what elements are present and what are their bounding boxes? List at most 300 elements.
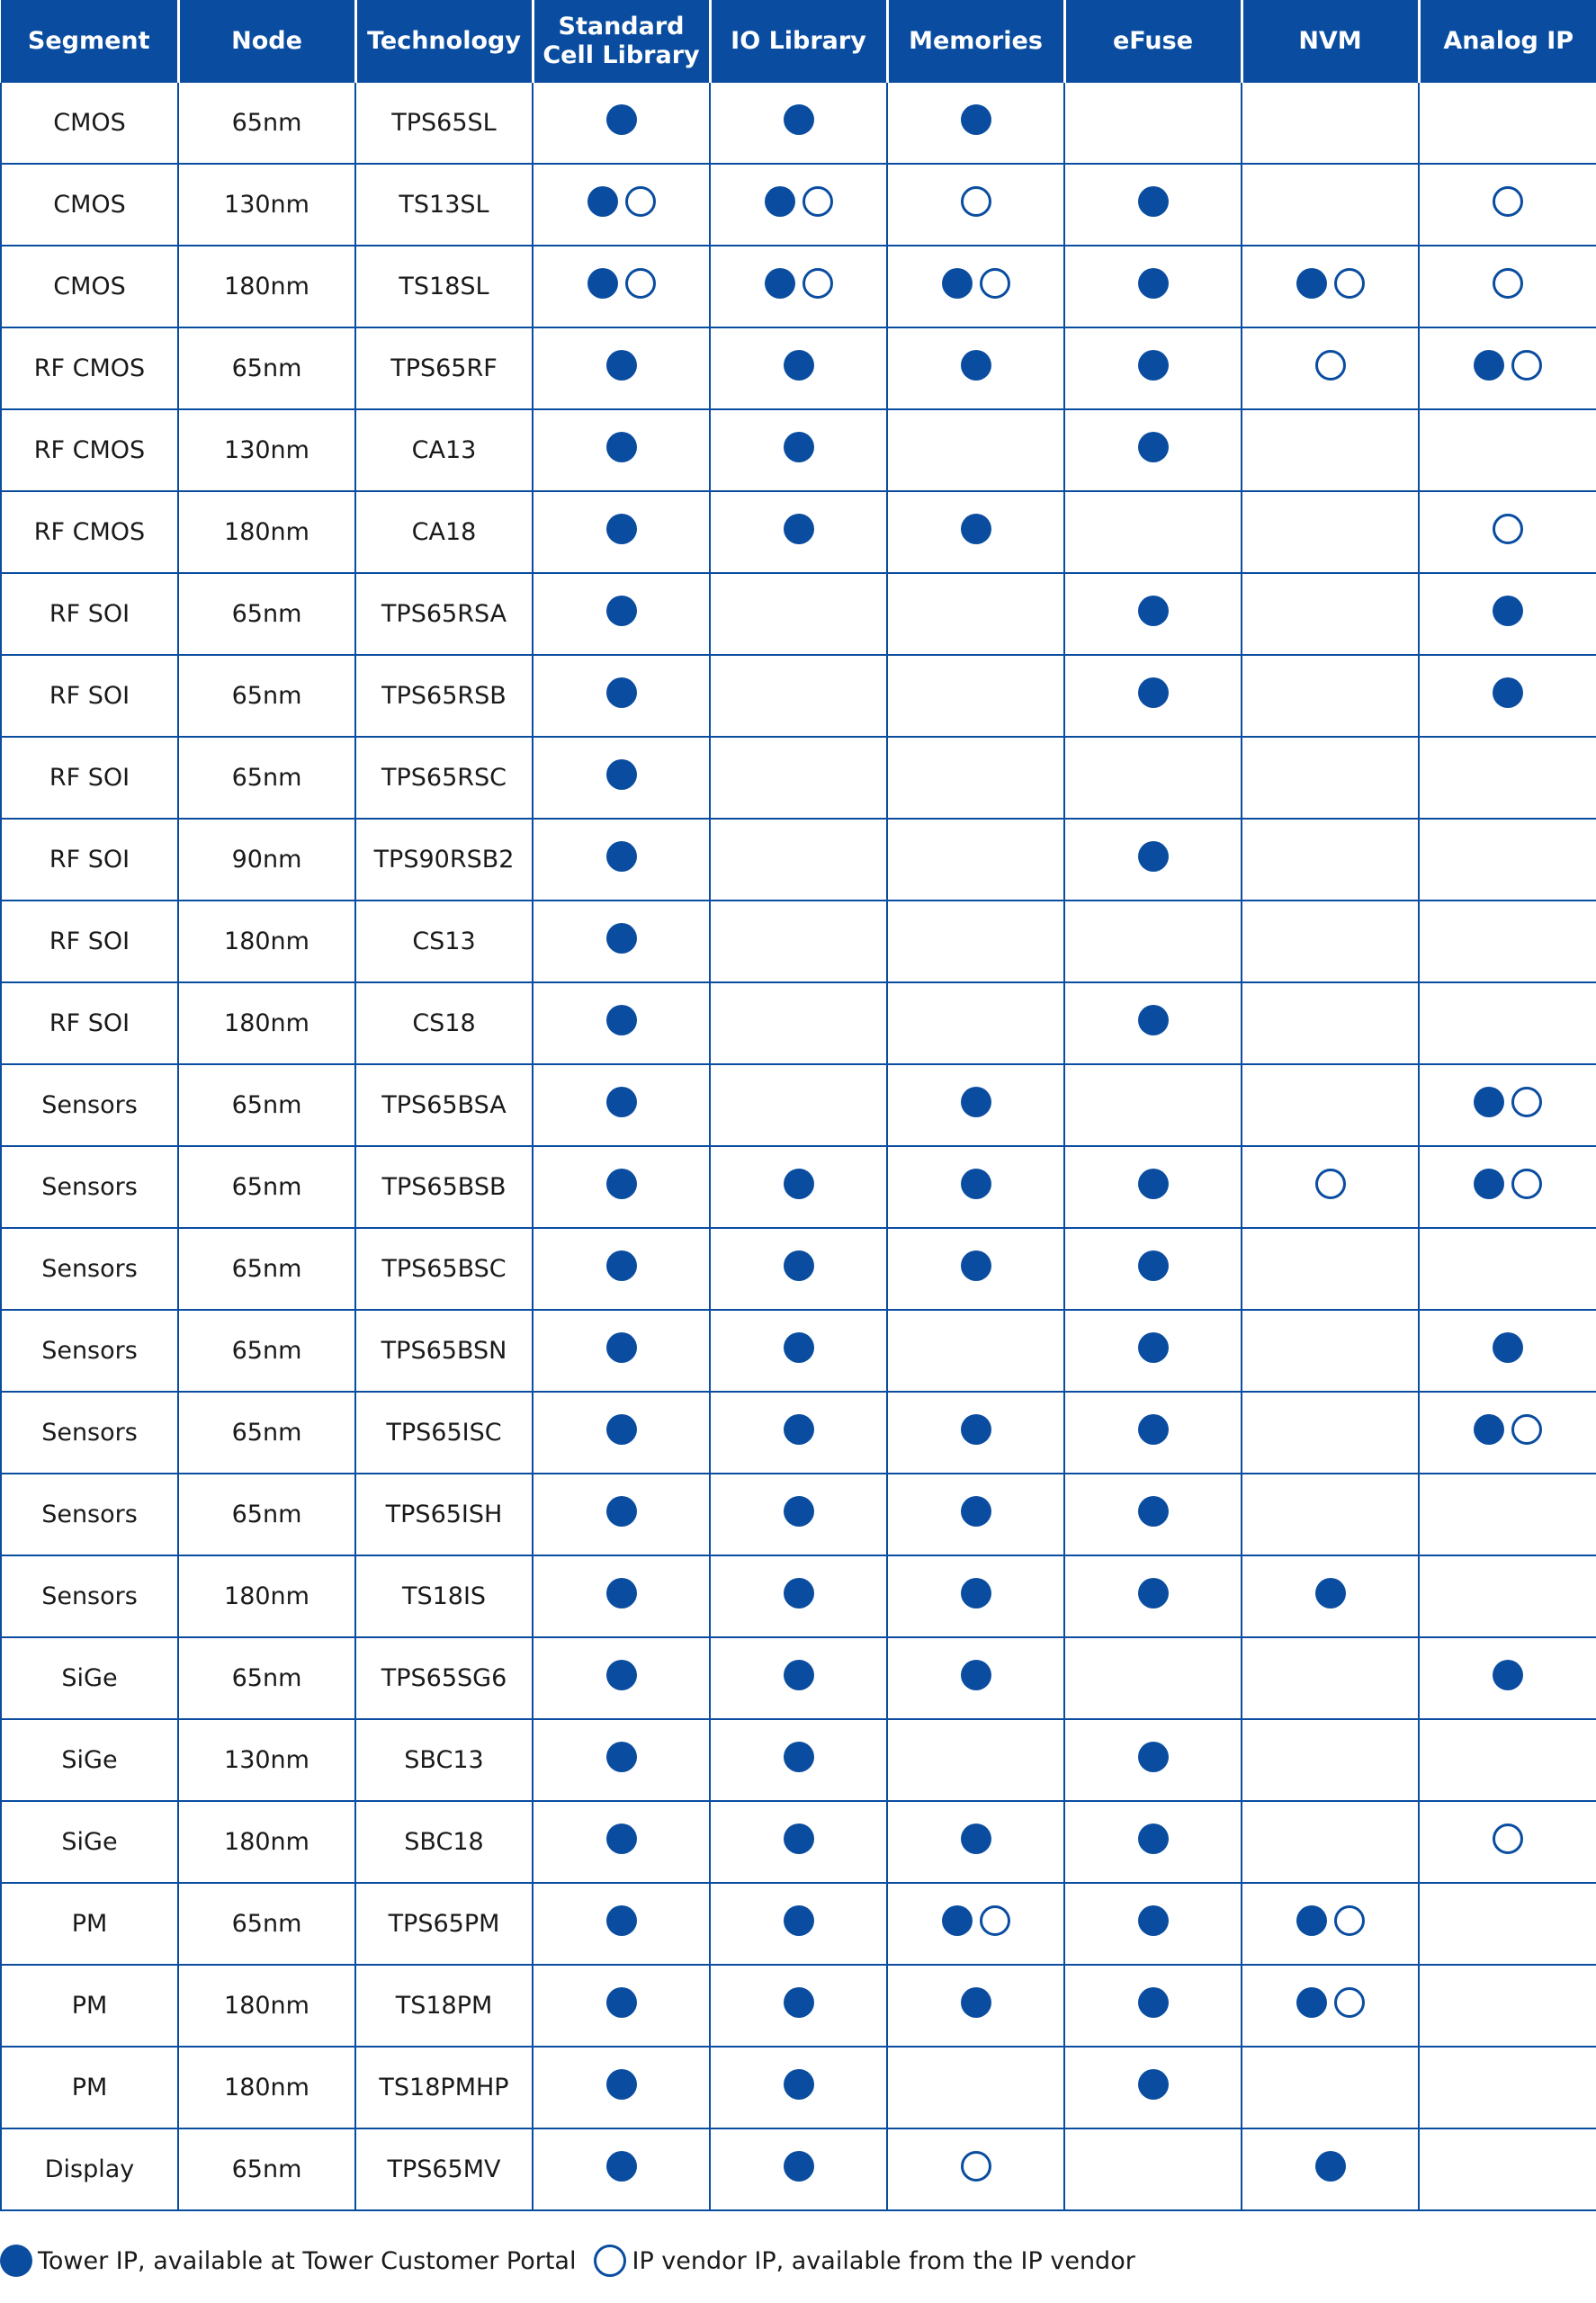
memories-cell (887, 1555, 1064, 1637)
table-row (1, 1392, 1596, 1474)
filled-circle-icon (942, 268, 973, 299)
availability-marks (606, 841, 637, 872)
standard-cell-library-cell (533, 2128, 710, 2210)
filled-circle-icon (606, 1332, 637, 1363)
memories-cell (887, 409, 1064, 491)
standard-cell-library-cell (533, 1146, 710, 1228)
table-row (1, 164, 1596, 246)
availability-marks (1296, 268, 1365, 299)
availability-marks (1138, 350, 1169, 381)
filled-circle-icon (961, 104, 991, 135)
filled-circle-icon (1315, 2151, 1346, 2182)
filled-circle-icon (1296, 1987, 1327, 2018)
filled-circle-icon (784, 2069, 814, 2100)
segment-cell: Sensors (1, 1064, 178, 1146)
efuse-cell (1064, 1801, 1242, 1883)
filled-circle-icon (606, 2151, 637, 2182)
availability-marks (784, 1250, 814, 1281)
node-cell: 130nm (178, 1719, 355, 1801)
io-library-cell (710, 327, 887, 409)
io-library-cell (710, 1064, 887, 1146)
availability-marks (1138, 1905, 1169, 1936)
availability-marks (1474, 1087, 1542, 1117)
filled-circle-icon (606, 677, 637, 708)
segment-cell: RF CMOS (1, 327, 178, 409)
standard-cell-library-cell (533, 327, 710, 409)
filled-circle-icon (1296, 268, 1327, 299)
filled-circle-icon (606, 514, 637, 544)
analog-ip-cell (1419, 573, 1596, 655)
filled-circle-icon (1138, 186, 1169, 217)
analog-ip-cell (1419, 246, 1596, 327)
node-cell: 65nm (178, 573, 355, 655)
availability-marks (1138, 1742, 1169, 1772)
segment-cell: RF CMOS (1, 409, 178, 491)
legend-label-tower-ip: Tower IP, available at Tower Customer Portal (38, 2246, 577, 2275)
nvm-cell (1242, 1392, 1419, 1474)
memories-cell (887, 2128, 1064, 2210)
table-row (1, 1719, 1596, 1801)
io-library-cell (710, 1637, 887, 1719)
nvm-cell (1242, 83, 1419, 164)
availability-marks (606, 1742, 637, 1772)
table-row (1, 409, 1596, 491)
segment-cell: Sensors (1, 1228, 178, 1310)
filled-circle-icon (784, 1578, 814, 1609)
standard-cell-library-cell (533, 1965, 710, 2047)
availability-marks (606, 2069, 637, 2100)
table-row (1, 1801, 1596, 1883)
header-efuse: eFuse (1064, 0, 1242, 83)
availability-marks (765, 186, 833, 217)
efuse-cell (1064, 1555, 1242, 1637)
availability-marks (606, 1987, 637, 2018)
availability-marks (961, 186, 991, 217)
segment-cell: CMOS (1, 83, 178, 164)
availability-marks (942, 1905, 1010, 1936)
header-io-library: IO Library (710, 0, 887, 83)
filled-circle-icon (1138, 841, 1169, 872)
memories-cell (887, 1310, 1064, 1392)
table-row (1, 1310, 1596, 1392)
efuse-cell (1064, 901, 1242, 982)
table-row (1, 1637, 1596, 1719)
table-row (1, 246, 1596, 327)
technology-cell: TPS65RF (355, 327, 533, 409)
table-row (1, 1965, 1596, 2047)
io-library-cell (710, 1392, 887, 1474)
filled-circle-icon (1296, 1905, 1327, 1936)
node-cell: 90nm (178, 819, 355, 901)
segment-cell: Sensors (1, 1392, 178, 1474)
header-node: Node (178, 0, 355, 83)
filled-circle-icon (606, 1824, 637, 1854)
node-cell: 65nm (178, 1064, 355, 1146)
filled-circle-icon (784, 104, 814, 135)
availability-marks (1138, 268, 1169, 299)
availability-marks (961, 104, 991, 135)
node-cell: 65nm (178, 1474, 355, 1555)
availability-marks (606, 759, 637, 790)
segment-cell: PM (1, 2047, 178, 2128)
filled-circle-icon (1138, 1905, 1169, 1936)
standard-cell-library-cell (533, 2047, 710, 2128)
filled-circle-icon (1138, 1332, 1169, 1363)
availability-marks (1138, 596, 1169, 626)
memories-cell (887, 327, 1064, 409)
node-cell: 130nm (178, 164, 355, 246)
efuse-cell (1064, 1883, 1242, 1965)
legend (0, 2240, 1153, 2281)
node-cell: 65nm (178, 327, 355, 409)
table-row (1, 83, 1596, 164)
availability-marks (606, 1578, 637, 1609)
availability-marks (1138, 186, 1169, 217)
standard-cell-library-cell (533, 1555, 710, 1637)
memories-cell (887, 573, 1064, 655)
availability-marks (1138, 1414, 1169, 1445)
standard-cell-library-cell (533, 1801, 710, 1883)
technology-cell: TPS65ISH (355, 1474, 533, 1555)
availability-marks (961, 1578, 991, 1609)
node-cell: 65nm (178, 1392, 355, 1474)
segment-cell: CMOS (1, 164, 178, 246)
availability-marks (765, 268, 833, 299)
filled-circle-icon (606, 104, 637, 135)
io-library-cell (710, 573, 887, 655)
io-library-cell (710, 1801, 887, 1883)
availability-marks (784, 1742, 814, 1772)
availability-marks (1474, 1414, 1542, 1445)
open-circle-icon (1511, 350, 1542, 381)
technology-cell: TPS65RSB (355, 655, 533, 737)
availability-marks (961, 1987, 991, 2018)
node-cell: 65nm (178, 83, 355, 164)
open-circle-icon (1493, 186, 1523, 217)
standard-cell-library-cell (533, 1392, 710, 1474)
efuse-cell (1064, 164, 1242, 246)
filled-circle-icon (1474, 1087, 1504, 1117)
standard-cell-library-cell (533, 1719, 710, 1801)
availability-marks (1315, 1578, 1346, 1609)
filled-circle-icon (961, 350, 991, 381)
filled-circle-icon (587, 268, 618, 299)
nvm-cell (1242, 164, 1419, 246)
analog-ip-cell (1419, 1801, 1596, 1883)
efuse-cell (1064, 246, 1242, 327)
memories-cell (887, 655, 1064, 737)
filled-circle-icon (606, 1578, 637, 1609)
filled-circle-icon (606, 1742, 637, 1772)
filled-circle-icon (961, 1169, 991, 1199)
node-cell: 65nm (178, 2128, 355, 2210)
availability-marks (784, 1660, 814, 1690)
table-header-row (1, 0, 1596, 83)
availability-marks (1138, 432, 1169, 462)
availability-marks (606, 923, 637, 954)
nvm-cell (1242, 1474, 1419, 1555)
filled-circle-icon (606, 1905, 637, 1936)
availability-marks (784, 350, 814, 381)
analog-ip-cell (1419, 1474, 1596, 1555)
nvm-cell (1242, 819, 1419, 901)
header-nvm: NVM (1242, 0, 1419, 83)
io-library-cell (710, 491, 887, 573)
memories-cell (887, 491, 1064, 573)
legend-item-tower-ip (0, 2245, 576, 2277)
node-cell: 65nm (178, 1883, 355, 1965)
segment-cell: RF SOI (1, 819, 178, 901)
memories-cell (887, 1064, 1064, 1146)
standard-cell-library-cell (533, 819, 710, 901)
nvm-cell (1242, 409, 1419, 491)
filled-circle-icon (606, 1496, 637, 1527)
availability-marks (606, 1005, 637, 1035)
filled-circle-icon (606, 759, 637, 790)
nvm-cell (1242, 901, 1419, 982)
nvm-cell (1242, 655, 1419, 737)
filled-circle-icon (606, 1987, 637, 2018)
efuse-cell (1064, 2047, 1242, 2128)
availability-marks (606, 596, 637, 626)
segment-cell: RF CMOS (1, 491, 178, 573)
analog-ip-cell (1419, 1637, 1596, 1719)
memories-cell (887, 819, 1064, 901)
open-circle-icon (1511, 1169, 1542, 1199)
analog-ip-cell (1419, 2128, 1596, 2210)
availability-marks (961, 1169, 991, 1199)
standard-cell-library-cell (533, 737, 710, 819)
filled-circle-icon (1474, 1414, 1504, 1445)
filled-circle-icon (961, 514, 991, 544)
io-library-cell (710, 1555, 887, 1637)
open-circle-icon (1315, 1169, 1346, 1199)
filled-circle-icon (784, 1169, 814, 1199)
availability-marks (784, 104, 814, 135)
technology-cell: TPS90RSB2 (355, 819, 533, 901)
availability-marks (784, 1169, 814, 1199)
segment-cell: RF SOI (1, 655, 178, 737)
table-row (1, 655, 1596, 737)
analog-ip-cell (1419, 83, 1596, 164)
header-memories: Memories (887, 0, 1064, 83)
io-library-cell (710, 164, 887, 246)
filled-circle-icon (1138, 432, 1169, 462)
filled-circle-icon (784, 1250, 814, 1281)
technology-cell: CA18 (355, 491, 533, 573)
availability-marks (784, 2151, 814, 2182)
filled-circle-icon (1493, 1660, 1523, 1690)
open-circle-icon (1493, 1824, 1523, 1854)
standard-cell-library-cell (533, 901, 710, 982)
io-library-cell (710, 982, 887, 1064)
memories-cell (887, 1883, 1064, 1965)
standard-cell-library-cell (533, 409, 710, 491)
memories-cell (887, 1228, 1064, 1310)
availability-marks (1493, 514, 1523, 544)
memories-cell (887, 1965, 1064, 2047)
table-row (1, 901, 1596, 982)
availability-marks (1493, 1660, 1523, 1690)
availability-marks (606, 104, 637, 135)
standard-cell-library-cell (533, 1228, 710, 1310)
availability-marks (606, 1496, 637, 1527)
segment-cell: RF SOI (1, 982, 178, 1064)
availability-marks (961, 1824, 991, 1854)
efuse-cell (1064, 1228, 1242, 1310)
table-row (1, 327, 1596, 409)
availability-marks (606, 677, 637, 708)
table-row (1, 573, 1596, 655)
analog-ip-cell (1419, 1555, 1596, 1637)
availability-marks (1138, 1496, 1169, 1527)
node-cell: 65nm (178, 1637, 355, 1719)
analog-ip-cell (1419, 1719, 1596, 1801)
standard-cell-library-cell (533, 655, 710, 737)
filled-circle-icon (1138, 1005, 1169, 1035)
io-library-cell (710, 409, 887, 491)
availability-marks (1138, 1824, 1169, 1854)
filled-circle-icon (0, 2245, 32, 2277)
standard-cell-library-cell (533, 1474, 710, 1555)
io-library-cell (710, 901, 887, 982)
availability-marks (1493, 186, 1523, 217)
filled-circle-icon (1138, 677, 1169, 708)
availability-marks (784, 1987, 814, 2018)
nvm-cell (1242, 1883, 1419, 1965)
open-circle-icon (980, 1905, 1010, 1936)
open-circle-icon (980, 268, 1010, 299)
availability-marks (1493, 1332, 1523, 1363)
memories-cell (887, 1392, 1064, 1474)
analog-ip-cell (1419, 1392, 1596, 1474)
open-circle-icon (802, 268, 833, 299)
availability-marks (961, 1496, 991, 1527)
filled-circle-icon (961, 1660, 991, 1690)
open-circle-icon (1511, 1087, 1542, 1117)
standard-cell-library-cell (533, 1883, 710, 1965)
technology-cell: SBC18 (355, 1801, 533, 1883)
efuse-cell (1064, 1146, 1242, 1228)
memories-cell (887, 1637, 1064, 1719)
efuse-cell (1064, 655, 1242, 737)
nvm-cell (1242, 1064, 1419, 1146)
table-row (1, 2047, 1596, 2128)
open-circle-icon (625, 268, 656, 299)
node-cell: 65nm (178, 655, 355, 737)
memories-cell (887, 1719, 1064, 1801)
efuse-cell (1064, 1965, 1242, 2047)
technology-cell: CA13 (355, 409, 533, 491)
node-cell: 130nm (178, 409, 355, 491)
availability-marks (1138, 841, 1169, 872)
technology-cell: CS13 (355, 901, 533, 982)
technology-cell: TPS65BSN (355, 1310, 533, 1392)
availability-marks (961, 2151, 991, 2182)
efuse-cell (1064, 2128, 1242, 2210)
node-cell: 65nm (178, 1146, 355, 1228)
open-circle-icon (625, 186, 656, 217)
filled-circle-icon (784, 1660, 814, 1690)
availability-marks (606, 2151, 637, 2182)
technology-cell: TPS65MV (355, 2128, 533, 2210)
filled-circle-icon (1138, 1987, 1169, 2018)
availability-marks (606, 1332, 637, 1363)
table-row (1, 1064, 1596, 1146)
filled-circle-icon (784, 1332, 814, 1363)
technology-cell: TPS65BSB (355, 1146, 533, 1228)
efuse-cell (1064, 573, 1242, 655)
nvm-cell (1242, 246, 1419, 327)
segment-cell: Sensors (1, 1146, 178, 1228)
io-library-cell (710, 2128, 887, 2210)
table-row (1, 1555, 1596, 1637)
availability-marks (606, 350, 637, 381)
filled-circle-icon (1138, 1578, 1169, 1609)
availability-marks (784, 1578, 814, 1609)
standard-cell-library-cell (533, 164, 710, 246)
table-row (1, 2128, 1596, 2210)
availability-marks (1493, 1824, 1523, 1854)
availability-marks (1474, 350, 1542, 381)
segment-cell: Display (1, 2128, 178, 2210)
availability-marks (961, 1087, 991, 1117)
nvm-cell (1242, 327, 1419, 409)
availability-marks (587, 268, 656, 299)
open-circle-icon (1334, 1905, 1365, 1936)
availability-marks (1138, 1987, 1169, 2018)
node-cell: 180nm (178, 246, 355, 327)
technology-cell: CS18 (355, 982, 533, 1064)
segment-cell: RF SOI (1, 737, 178, 819)
nvm-cell (1242, 1719, 1419, 1801)
node-cell: 180nm (178, 1965, 355, 2047)
open-circle-icon (594, 2245, 626, 2277)
filled-circle-icon (587, 186, 618, 217)
table-body (1, 83, 1596, 2210)
filled-circle-icon (1138, 1250, 1169, 1281)
availability-marks (1138, 1250, 1169, 1281)
filled-circle-icon (606, 350, 637, 381)
standard-cell-library-cell (533, 83, 710, 164)
availability-marks (784, 2069, 814, 2100)
availability-marks (961, 1414, 991, 1445)
io-library-cell (710, 246, 887, 327)
node-cell: 65nm (178, 1228, 355, 1310)
availability-marks (961, 514, 991, 544)
segment-cell: RF SOI (1, 573, 178, 655)
availability-marks (606, 1087, 637, 1117)
efuse-cell (1064, 83, 1242, 164)
filled-circle-icon (1474, 350, 1504, 381)
segment-cell: CMOS (1, 246, 178, 327)
io-library-cell (710, 83, 887, 164)
open-circle-icon (802, 186, 833, 217)
availability-marks (606, 432, 637, 462)
filled-circle-icon (1138, 596, 1169, 626)
filled-circle-icon (606, 1169, 637, 1199)
availability-marks (1493, 677, 1523, 708)
io-library-cell (710, 2047, 887, 2128)
filled-circle-icon (606, 596, 637, 626)
filled-circle-icon (1138, 1169, 1169, 1199)
availability-marks (1474, 1169, 1542, 1199)
io-library-cell (710, 1310, 887, 1392)
filled-circle-icon (961, 1496, 991, 1527)
availability-marks (784, 1496, 814, 1527)
efuse-cell (1064, 1637, 1242, 1719)
node-cell: 65nm (178, 737, 355, 819)
